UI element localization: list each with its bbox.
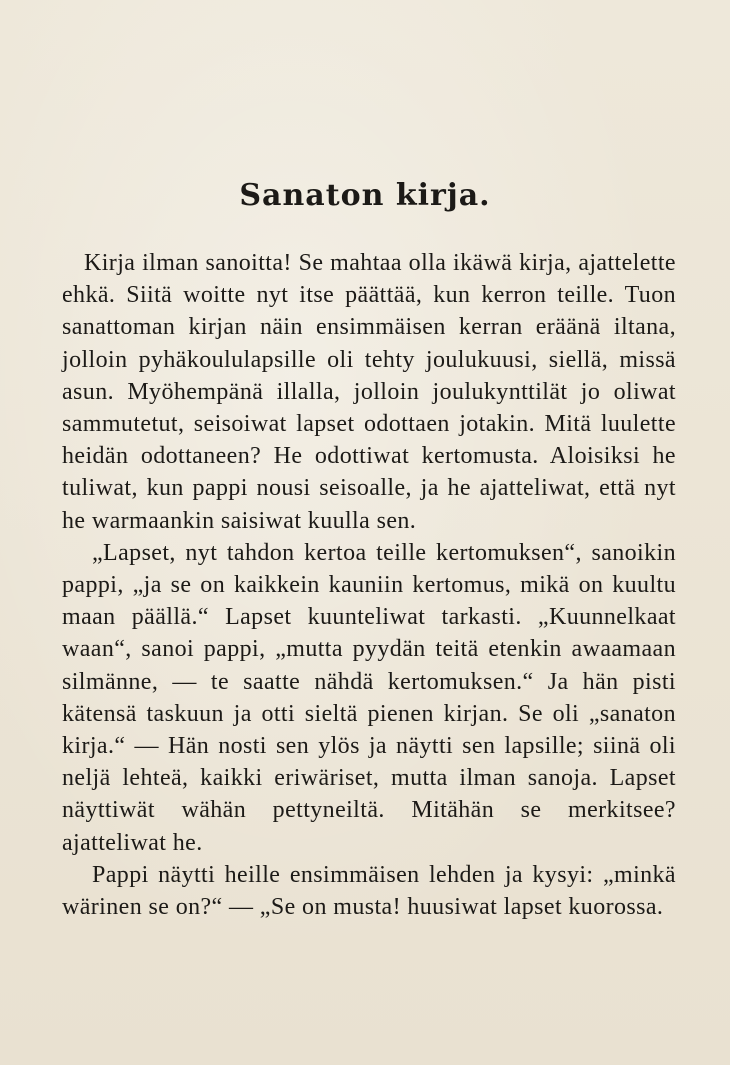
paragraph: Kirja ilman sanoitta! Se mahtaa olla ikäwä kirja, ajattelette ehkä. Siitä woitte nyt itse päättää, kun kerron teille. Tuon sanattoman kirjan näin ensimmäisen kerran eräänä iltana, jolloin pyhäkoululapsille oli tehty joulukuusi, siellä, missä asun. Myöhempänä illalla, jolloin joulukynttilät jo oliwat sammutetut, seisoiwat lapset odottaen jotakin. Mitä luulette heidän odottaneen? He odottiwat kertomusta. Aloisiksi he tuliwat, kun pappi nousi seisoalle, ja he ajatteliwat, että nyt he warmaankin saisiwat kuulla sen. <box>62 250 676 534</box>
paragraph: „Lapset, nyt tahdon kertoa teille kertomuksen“, sanoikin pappi, „ja se on kaikkein kauniin kertomus, mikä on kuultu maan päällä.“ Lapset kuunteliwat tarkasti. „Kuunnelkaat waan“, sanoi pappi, „mutta pyydän teitä etenkin awaamaan silmänne, — te saatte nähdä kertomuksen.“ Ja hän pisti kätensä taskuun ja otti sieltä pienen kirjan. Se oli „sanaton kirja.“ — Hän nosti sen ylös ja näytti sen lapsille; siinä oli neljä lehteä, kaikki eriwäriset, mutta ilman sanoja. Lapset näyttiwät wähän pettyneiltä. Mitähän se merkitsee? ajatteliwat he. <box>62 539 676 856</box>
chapter-title: Sanaton kirja. <box>239 178 491 213</box>
paragraph: Pappi näytti heille ensimmäisen lehden ja kysyi: „minkä wärinen se on?“ — „Se on musta! huusiwat lapset kuorossa. <box>62 861 676 921</box>
chapter-body <box>62 247 676 923</box>
